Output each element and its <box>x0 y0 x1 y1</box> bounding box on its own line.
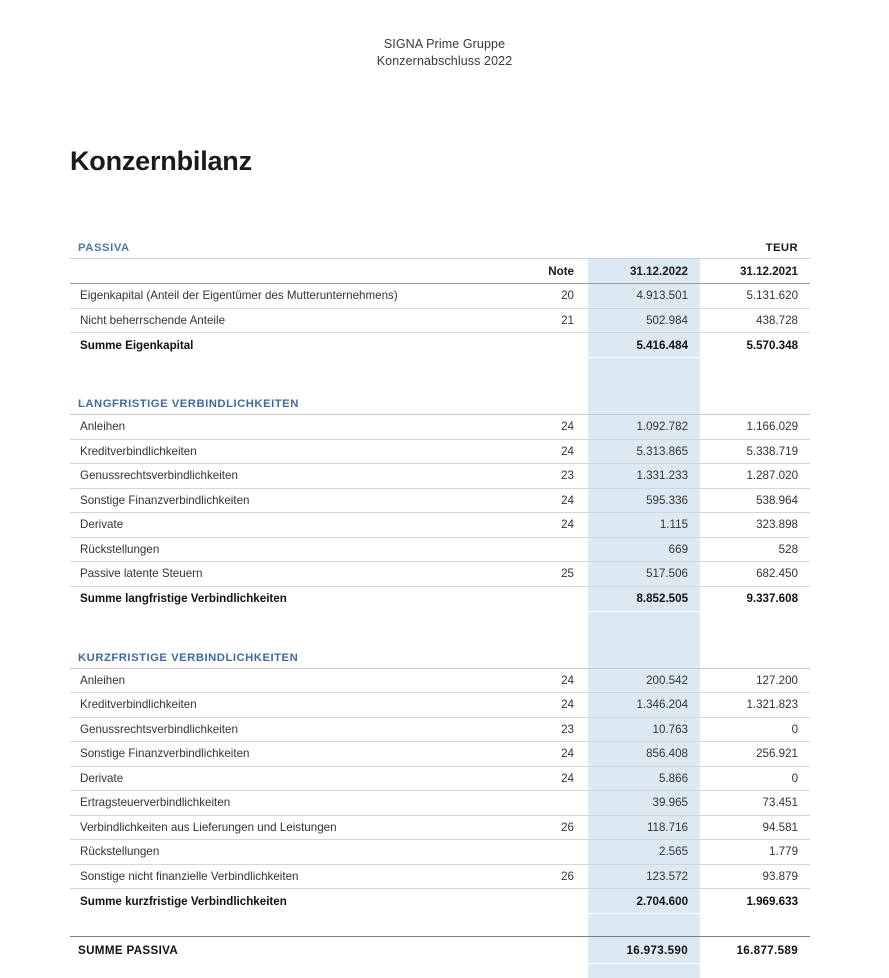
total-2-value-2021: 1.969.633 <box>700 889 810 914</box>
total-0-value-2022: 5.416.484 <box>588 333 700 358</box>
total-2-note <box>520 889 588 914</box>
row-0-1-value-2022: 502.984 <box>588 308 700 333</box>
table-row <box>70 284 810 309</box>
row-1-3-label: Sonstige Finanzverbindlichkeiten <box>70 488 520 513</box>
row-2-4-value-2021: 0 <box>700 766 810 791</box>
unit-label: TEUR <box>700 228 810 259</box>
section-header-2 <box>70 634 810 669</box>
total-2-label: Summe kurzfristige Verbindlichkeiten <box>70 889 520 914</box>
row-1-4-value-2022: 1.115 <box>588 513 700 538</box>
row-0-1-note: 21 <box>520 308 588 333</box>
table-row <box>70 439 810 464</box>
row-1-5-value-2021: 528 <box>700 537 810 562</box>
spacer-2022-1 <box>588 611 700 634</box>
row-1-4-note: 24 <box>520 513 588 538</box>
section-spacer-2021-2 <box>700 634 810 669</box>
spacer-2022-0 <box>588 358 700 381</box>
highlight-band-tail <box>588 964 700 978</box>
row-2-7-note <box>520 840 588 865</box>
row-1-5-note <box>520 537 588 562</box>
row-1-3-note: 24 <box>520 488 588 513</box>
row-2-2-note: 23 <box>520 717 588 742</box>
passiva-table-body <box>70 228 810 964</box>
row-2-5-label: Ertragsteuerverbindlichkeiten <box>70 791 520 816</box>
section-spacer-2 <box>70 914 810 937</box>
row-2-0-note: 24 <box>520 668 588 693</box>
grand-total-value-2021: 16.877.589 <box>700 937 810 964</box>
row-1-0-value-2022: 1.092.782 <box>588 415 700 440</box>
row-2-8-note: 26 <box>520 864 588 889</box>
column-header-value-2021: 31.12.2021 <box>700 259 810 284</box>
row-2-5-value-2022: 39.965 <box>588 791 700 816</box>
row-1-0-note: 24 <box>520 415 588 440</box>
table-row <box>70 766 810 791</box>
section-spacer-2021-1 <box>700 380 810 415</box>
row-2-3-note: 24 <box>520 742 588 767</box>
spacer-2022-2 <box>588 914 700 937</box>
balance-sheet <box>70 228 810 964</box>
running-head-line-2: Konzernabschluss 2022 <box>376 54 513 68</box>
running-head <box>0 0 889 70</box>
row-2-0-value-2022: 200.542 <box>588 668 700 693</box>
section-spacer-1 <box>70 611 810 634</box>
section-total-row-1 <box>70 586 810 611</box>
table-row <box>70 562 810 587</box>
row-1-2-value-2021: 1.287.020 <box>700 464 810 489</box>
row-2-0-value-2021: 127.200 <box>700 668 810 693</box>
row-2-1-label: Kreditverbindlichkeiten <box>70 693 520 718</box>
row-2-7-label: Rückstellungen <box>70 840 520 865</box>
row-1-4-label: Derivate <box>70 513 520 538</box>
row-2-8-label: Sonstige nicht finanzielle Verbindlichkeiten <box>70 864 520 889</box>
row-1-2-note: 23 <box>520 464 588 489</box>
row-0-0-note: 20 <box>520 284 588 309</box>
row-2-3-value-2021: 256.921 <box>700 742 810 767</box>
section-header-label-2: KURZFRISTIGE VERBINDLICHKEITEN <box>70 634 588 669</box>
row-1-2-label: Genussrechtsverbindlichkeiten <box>70 464 520 489</box>
row-1-6-label: Passive latente Steuern <box>70 562 520 587</box>
total-1-label: Summe langfristige Verbindlichkeiten <box>70 586 520 611</box>
table-row <box>70 742 810 767</box>
row-2-0-label: Anleihen <box>70 668 520 693</box>
row-1-6-value-2021: 682.450 <box>700 562 810 587</box>
table-row <box>70 513 810 538</box>
spacer-left-0 <box>70 358 588 381</box>
row-1-1-label: Kreditverbindlichkeiten <box>70 439 520 464</box>
total-1-note <box>520 586 588 611</box>
row-2-8-value-2021: 93.879 <box>700 864 810 889</box>
row-1-1-note: 24 <box>520 439 588 464</box>
column-header-value-2022: 31.12.2022 <box>588 259 700 284</box>
row-2-2-label: Genussrechtsverbindlichkeiten <box>70 717 520 742</box>
table-caption: PASSIVA <box>70 228 700 259</box>
table-row <box>70 464 810 489</box>
total-1-value-2022: 8.852.505 <box>588 586 700 611</box>
row-2-6-note: 26 <box>520 815 588 840</box>
section-spacer-2022-2 <box>588 634 700 669</box>
row-2-7-value-2022: 2.565 <box>588 840 700 865</box>
spacer-2021-1 <box>700 611 810 634</box>
section-total-row-2 <box>70 889 810 914</box>
table-caption-row <box>70 228 810 259</box>
grand-total-value-2022: 16.973.590 <box>588 937 700 964</box>
total-0-label: Summe Eigenkapital <box>70 333 520 358</box>
total-0-note <box>520 333 588 358</box>
section-spacer-0 <box>70 358 810 381</box>
page-title: Konzernbilanz <box>70 146 252 177</box>
row-1-6-value-2022: 517.506 <box>588 562 700 587</box>
section-header-1 <box>70 380 810 415</box>
row-1-2-value-2022: 1.331.233 <box>588 464 700 489</box>
column-header-row <box>70 259 810 284</box>
row-1-5-value-2022: 669 <box>588 537 700 562</box>
row-2-1-value-2021: 1.321.823 <box>700 693 810 718</box>
row-0-0-label: Eigenkapital (Anteil der Eigentümer des Mutterunternehmens) <box>70 284 520 309</box>
row-1-3-value-2021: 538.964 <box>700 488 810 513</box>
total-2-value-2022: 2.704.600 <box>588 889 700 914</box>
spacer-left-1 <box>70 611 588 634</box>
grand-total-label: SUMME PASSIVA <box>70 937 520 964</box>
row-2-7-value-2021: 1.779 <box>700 840 810 865</box>
row-1-1-value-2022: 5.313.865 <box>588 439 700 464</box>
total-0-value-2021: 5.570.348 <box>700 333 810 358</box>
passiva-table <box>70 228 810 964</box>
row-2-5-note <box>520 791 588 816</box>
table-row <box>70 668 810 693</box>
total-1-value-2021: 9.337.608 <box>700 586 810 611</box>
row-2-6-value-2021: 94.581 <box>700 815 810 840</box>
table-row <box>70 840 810 865</box>
row-2-4-value-2022: 5.866 <box>588 766 700 791</box>
table-row <box>70 488 810 513</box>
table-row <box>70 815 810 840</box>
row-1-6-note: 25 <box>520 562 588 587</box>
row-1-3-value-2022: 595.336 <box>588 488 700 513</box>
table-row <box>70 537 810 562</box>
section-header-label-1: LANGFRISTIGE VERBINDLICHKEITEN <box>70 380 588 415</box>
row-1-4-value-2021: 323.898 <box>700 513 810 538</box>
row-2-6-label: Verbindlichkeiten aus Lieferungen und Leistungen <box>70 815 520 840</box>
spacer-left-2 <box>70 914 588 937</box>
spacer-2021-2 <box>700 914 810 937</box>
table-row <box>70 864 810 889</box>
row-0-0-value-2022: 4.913.501 <box>588 284 700 309</box>
row-2-4-note: 24 <box>520 766 588 791</box>
running-head-line-1: SIGNA Prime Gruppe <box>383 37 506 51</box>
table-row <box>70 717 810 742</box>
table-row <box>70 693 810 718</box>
row-2-5-value-2021: 73.451 <box>700 791 810 816</box>
row-2-6-value-2022: 118.716 <box>588 815 700 840</box>
row-2-4-label: Derivate <box>70 766 520 791</box>
row-0-1-label: Nicht beherrschende Anteile <box>70 308 520 333</box>
row-2-2-value-2021: 0 <box>700 717 810 742</box>
row-0-0-value-2021: 5.131.620 <box>700 284 810 309</box>
row-2-2-value-2022: 10.763 <box>588 717 700 742</box>
row-2-3-label: Sonstige Finanzverbindlichkeiten <box>70 742 520 767</box>
row-2-1-value-2022: 1.346.204 <box>588 693 700 718</box>
section-spacer-2022-1 <box>588 380 700 415</box>
row-1-5-label: Rückstellungen <box>70 537 520 562</box>
row-0-1-value-2021: 438.728 <box>700 308 810 333</box>
row-1-0-value-2021: 1.166.029 <box>700 415 810 440</box>
spacer-2021-0 <box>700 358 810 381</box>
row-2-8-value-2022: 123.572 <box>588 864 700 889</box>
section-total-row-0 <box>70 333 810 358</box>
row-2-1-note: 24 <box>520 693 588 718</box>
table-row <box>70 415 810 440</box>
table-row <box>70 791 810 816</box>
row-1-0-label: Anleihen <box>70 415 520 440</box>
row-2-3-value-2022: 856.408 <box>588 742 700 767</box>
row-1-1-value-2021: 5.338.719 <box>700 439 810 464</box>
table-row <box>70 308 810 333</box>
column-header-note: Note <box>520 259 588 284</box>
column-header-label <box>70 259 520 284</box>
